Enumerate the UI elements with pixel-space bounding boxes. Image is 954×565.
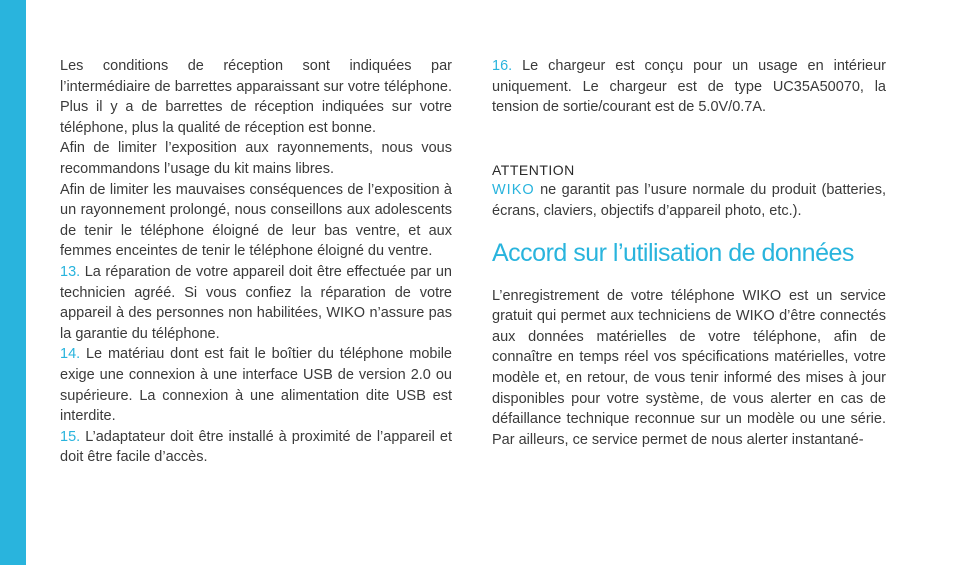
item-15-text: L’adaptateur doit être installé à proximité de l’appareil et doit être facile d’accès. [60, 428, 452, 466]
item-14 [60, 344, 452, 426]
attention-heading: ATTENTION [492, 161, 575, 178]
item-16 [492, 56, 886, 118]
side-accent-bar [0, 0, 26, 565]
left-column [60, 56, 452, 468]
consequences-paragraph: Afin de limiter les mauvaises conséquences de l’exposition à un rayonnement prolongé, nous conseillons aux adolescents de tenir le téléphone éloigné de leur bas ventre, et aux femmes enceintes de tenir le téléphone éloigné du ventre. [60, 181, 452, 260]
attention-text: ne garantit pas l’usure normale du produit (batteries, écrans, claviers, objectifs d’appareil photo, etc.). [492, 182, 886, 219]
item-13-text: La réparation de votre appareil doit être effectuée par un technicien agréé. Si vous confiez la réparation de votre appareil à des personnes non habilitées, WIKO n’assure pas la garantie du téléphone. [60, 263, 452, 342]
right-column [492, 56, 886, 450]
item-16-number: 16. [492, 58, 513, 74]
exposure-paragraph: Afin de limiter l’exposition aux rayonnements, nous vous recommandons l’usage du kit mains libres. [60, 140, 452, 177]
attention-paragraph [492, 180, 886, 221]
item-13 [60, 262, 452, 344]
reception-paragraph: Les conditions de réception sont indiquées par l’intermédiaire de barrettes apparaissant sur votre téléphone. Plus il y a de barrettes de réception indiquées sur votre téléphone, plus la qualité de réception est bonne. [60, 58, 452, 136]
item-15-number: 15. [60, 428, 81, 445]
section-body: L’enregistrement de votre téléphone WIKO est un service gratuit qui permet aux techniciens de WIKO d’être connectés aux données matérielles de votre téléphone, afin de connaître en temps réel vos spécifications matérielles, votre modèle et, en retour, de vous tenir informé des mises à jour disponibles pour votre système, de vous alerter en cas de défaillance technique reconnue sur un modèle ou une série. Par ailleurs, ce service permet de nous alerter instantané- [492, 287, 886, 448]
attention-brand: WIKO [492, 182, 535, 199]
spacer [492, 118, 886, 160]
item-14-text: Le matériau dont est fait le boîtier du téléphone mobile exige une connexion à une interface USB de version 2.0 ou supérieure. La connexion à une alimentation dite USB est interdite. [60, 346, 452, 425]
item-13-number: 13. [60, 263, 81, 280]
item-14-number: 14. [60, 346, 81, 363]
item-15 [60, 427, 452, 468]
section-title: Accord sur l’utilisation de données [492, 238, 854, 267]
item-16-text: Le chargeur est conçu pour un usage en intérieur uniquement. Le chargeur est de type UC35A50070, la tension de sortie/courant est de 5.0V/0.7A. [492, 58, 886, 116]
